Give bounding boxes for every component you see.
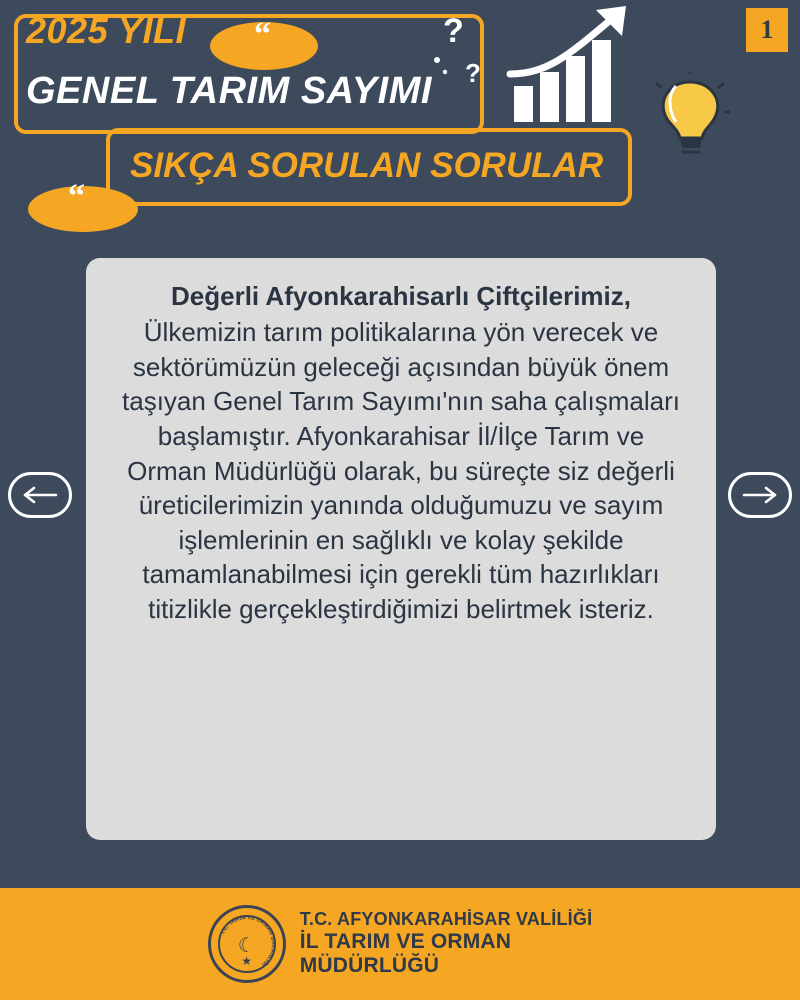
message-card (86, 258, 716, 840)
title-year: 2025 YILI (26, 10, 186, 51)
previous-slide-button[interactable] (8, 472, 72, 518)
quote-bubble-top (210, 22, 318, 70)
light-bulb-icon (650, 72, 730, 162)
arrow-right-icon (740, 485, 780, 505)
svg-text:T.C. TARIM VE ORMAN BAKANLIĞI: T.C. TARIM VE ORMAN BAKANLIĞI (219, 915, 276, 968)
next-slide-button[interactable] (728, 472, 792, 518)
page-title: GENEL TARIM SAYIMI (26, 70, 432, 112)
footer-line-3: MÜDÜRLÜĞÜ (299, 954, 440, 978)
body-paragraph: Ülkemizin tarım politikalarına yön verecek ve sektörümüzün geleceği açısından büyük önem taşıyan Genel Tarım Sayımı'nın saha çalışmaları başlamıştır. Afyonkarahisar İl/İlçe Tarım ve Orman Müdürlüğü olarak, bu süreçte siz değerli üreticilerimizin yanında olduğumuzu ve sayım işlemlerinin en sağlıklı ve kolay şekilde tamamlanabilmesi için gerekli tüm hazırlıkları titizlikle gerçekleştirdiğimizi belirtmek isteriz. (122, 317, 680, 624)
quote-bubble-bottom (28, 186, 138, 232)
greeting-text: Değerli Afyonkarahisarlı Çiftçilerimiz, (171, 281, 631, 311)
footer-inner (208, 905, 593, 983)
ministry-seal-icon: T.C. TARIM VE ORMAN BAKANLIĞI ☾ ★ (208, 905, 286, 983)
header (0, 0, 800, 240)
page-number-label: 1 (760, 15, 774, 44)
footer (0, 888, 800, 1000)
arrow-left-icon (20, 485, 60, 505)
footer-line-2: İL TARIM VE ORMAN (299, 930, 512, 954)
svg-text:?: ? (443, 12, 464, 50)
page-number-badge (746, 8, 788, 52)
footer-texts (300, 909, 593, 979)
footer-line-1: T.C. AFYONKARAHİSAR VALİLİĞİ (299, 909, 593, 930)
svg-text:?: ? (465, 58, 481, 88)
page-subtitle: SIKÇA SORULAN SORULAR (130, 146, 604, 185)
